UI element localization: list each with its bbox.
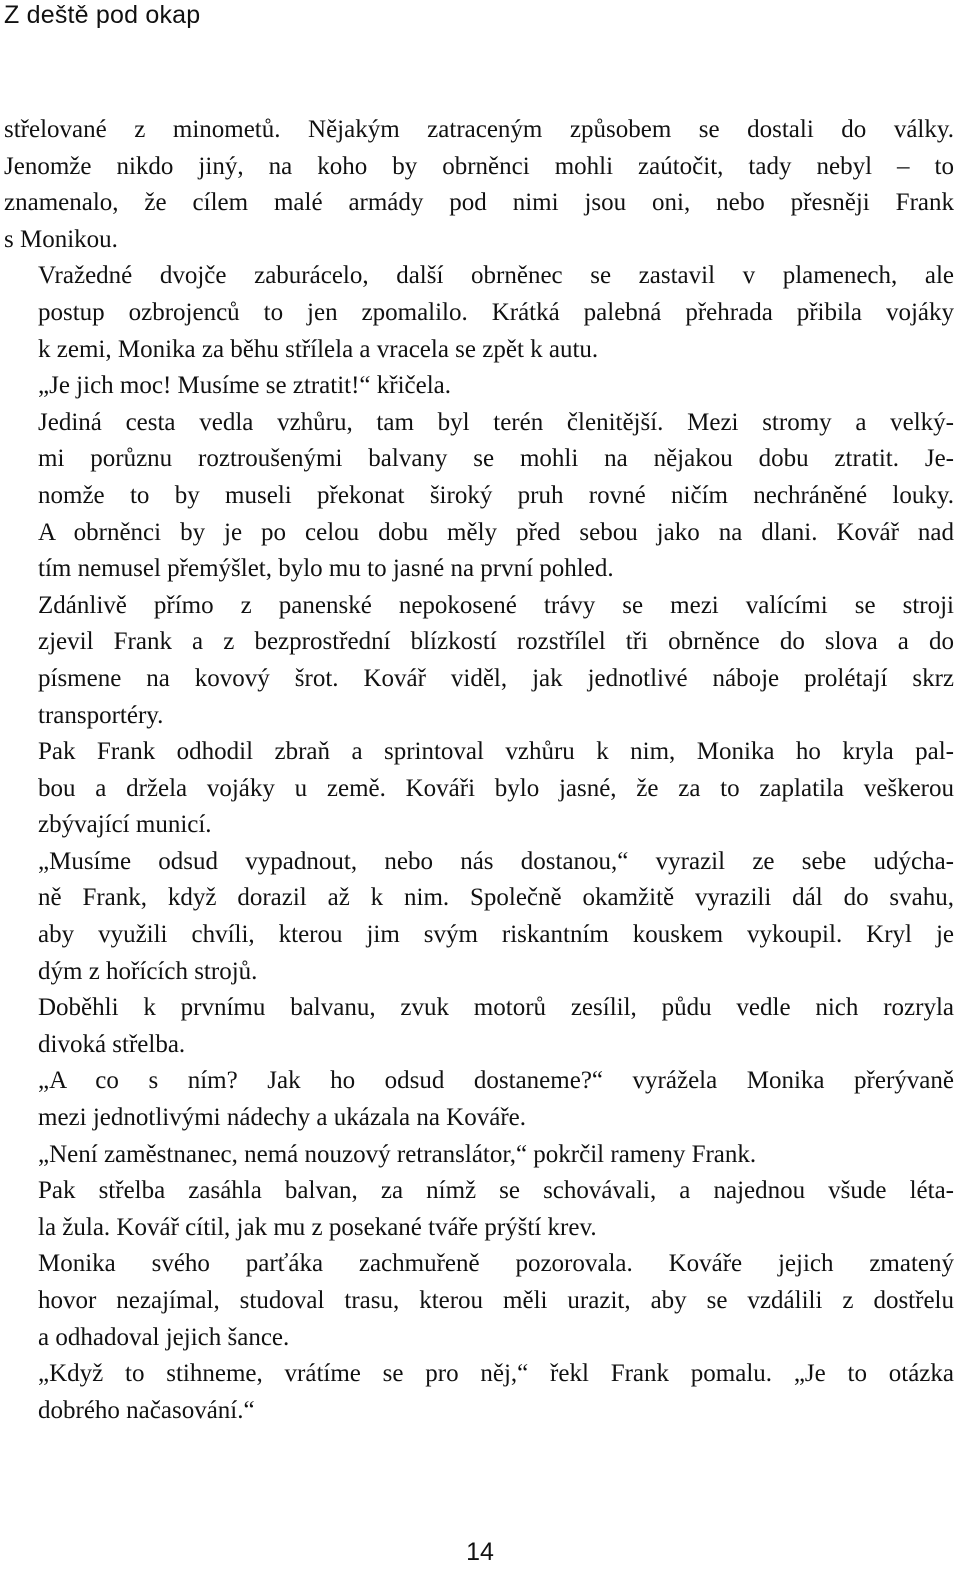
text-line: divoká střelba. [38,1030,186,1058]
text-line: tím nemusel přemýšlet, bylo mu to jasné na první pohled. [38,555,614,583]
text-line: Pak střelba zasáhla balvan, za nímž se schovávali, a najednou všude léta- [38,1177,954,1205]
running-header: Z deště pod okap [4,1,201,29]
text-line: střelované z minometů. Nějakým zatraceným způsobem se dostali do války. [4,116,954,143]
text-line: Jenomže nikdo jiný, na koho by obrněnci mohli zaútočit, tady nebyl – to [4,152,954,180]
text-line: „Musíme odsud vypadnout, nebo nás dostanou,“ vyrazil ze sebe udýcha- [38,847,954,875]
paragraph [4,1063,954,1136]
paragraph [4,112,954,258]
paragraph [4,990,954,1063]
paragraph [4,844,954,990]
paragraph [4,588,954,734]
text-line: Doběhli k prvnímu balvanu, zvuk motorů zesílil, půdu vedle nich rozryla [38,994,954,1022]
paragraph [4,734,954,844]
text-line: mezi jednotlivými nádechy a ukázala na Kováře. [38,1104,526,1132]
paragraph [4,1173,954,1246]
paragraph [4,1356,954,1429]
text-line: písmene na kovový šrot. Kovář viděl, jak jednotlivé náboje prolétají skrz [38,664,954,692]
text-line: dým z hořících strojů. [38,957,258,985]
text-line: bou a držela vojáky u země. Kováři bylo jasné, že za to zaplatila veškerou [38,774,954,802]
text-line: hovor nezajímal, studoval trasu, kterou měli urazit, aby se vzdálili z dostřelu [38,1287,954,1314]
text-line: „Je jich moc! Musíme se ztratit!“ křičela. [38,372,452,400]
text-line: mi porůznu roztroušenými balvany se mohli na nějakou dobu ztratit. Je- [38,445,954,473]
text-line: transportéry. [38,701,164,729]
page-number: 14 [466,1538,494,1566]
paragraph [4,368,954,405]
page-body [4,112,954,1429]
text-line: „A co s ním? Jak ho odsud dostaneme?“ vyrážela Monika přerývaně [38,1067,954,1095]
text-line: la žula. Kovář cítil, jak mu z posekané tváře prýští krev. [38,1213,597,1241]
text-line: zjevil Frank a z bezprostřední blízkostí rozstřílel tři obrněnce do slova a do [38,628,954,656]
text-line: Monika svého parťáka zachmuřeně pozorovala. Kováře jejich zmatený [38,1250,954,1278]
paragraph [4,258,954,368]
text-line: Pak Frank odhodil zbraň a sprintoval vzhůru k nim, Monika ho kryla pal- [38,738,954,766]
paragraph [4,1246,954,1356]
text-line: znamenalo, že cílem malé armády pod nimi jsou oni, nebo přesněji Frank [4,189,954,217]
paragraph [4,1137,954,1174]
text-line: „Když to stihneme, vrátíme se pro něj,“ řekl Frank pomalu. „Je to otázka [38,1360,954,1388]
text-line: „Není zaměstnanec, nemá nouzový retranslátor,“ pokrčil rameny Frank. [38,1140,757,1168]
text-line: Jediná cesta vedla vzhůru, tam byl terén členitější. Mezi stromy a velký- [38,408,954,436]
text-line: nomže to by museli překonat široký pruh rovné ničím nechráněné louky. [38,481,954,509]
text-line: s Monikou. [4,225,118,253]
text-line: a odhadoval jejich šance. [38,1323,290,1351]
text-line: ně Frank, když dorazil až k nim. Společně okamžitě vyrazili dál do svahu, [38,884,954,912]
text-line: A obrněnci by je po celou dobu měly před sebou jako na dlani. Kovář nad [38,518,954,546]
text-line: zbývající municí. [38,811,212,839]
text-line: dobrého načasování.“ [38,1396,255,1424]
text-line: postup ozbrojenců to jen zpomalilo. Krátká palebná přehrada přibila vojáky [38,298,954,326]
text-line: Zdánlivě přímo z panenské nepokosené trávy se mezi valícími se stroji [38,591,954,619]
text-line: aby využili chvíli, kterou jim svým riskantním kouskem vykoupil. Kryl je [38,921,954,949]
text-line: k zemi, Monika za běhu střílela a vracela se zpět k autu. [38,335,599,363]
text-line: Vražedné dvojče zaburácelo, další obrněnec se zastavil v plamenech, ale [38,262,954,290]
paragraph [4,405,954,588]
